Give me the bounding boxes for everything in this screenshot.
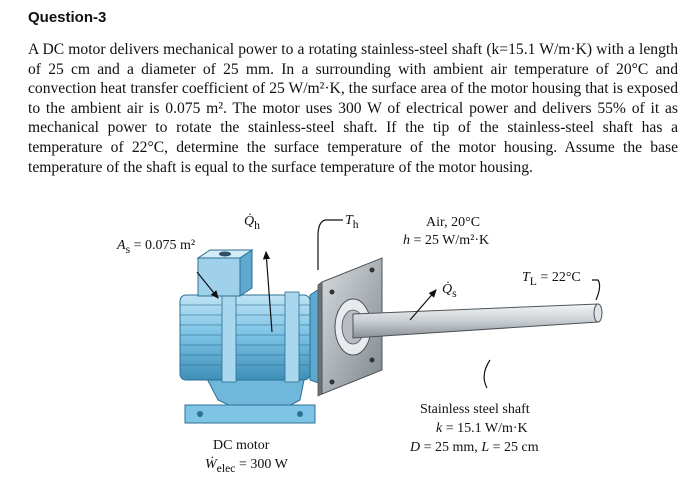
motor-housing [180,285,325,385]
motor-label: DC motor [213,438,270,453]
area-subscript: s [125,242,131,256]
air-label: Air, 20°C [426,215,481,230]
shaft-title: Stainless steel shaft [420,402,530,417]
motor-figure [0,200,700,495]
area-symbol: A [117,238,126,253]
stainless-shaft [353,304,602,338]
qh-subscript: h [254,218,260,232]
tl-value: = 22°C [536,270,581,285]
qs-symbol: Q̇ [442,282,453,297]
qs-label [442,282,457,302]
k-value: = 15.1 W/m·K [442,421,528,436]
k-symbol: k [436,421,443,436]
h-symbol: h [403,233,410,248]
d-symbol: D [410,440,421,455]
welec-label [205,457,288,477]
th-symbol: T [345,213,353,228]
tl-symbol: T [522,270,530,285]
question-heading: Question-3 [28,9,107,26]
h-value: = 25 W/m²·K [410,233,490,248]
dimensions-label [410,440,539,456]
question-text: A DC motor delivers mechanical power to a rotating stainless-steel shaft (k=15.1 W/m·K) with a length of 25 cm and a diameter of 25 mm. In a surrounding with ambient air temperature of 20°C and convection heat transfer coefficient of 25 W/m²·K, the surface area of the motor housing that is exposed to the ambient air is 0.075 m². The motor uses 300 W of electrical power and delivers 55% of it as mechanical power to rotate the stainless-steel shaft. If the tip of the stainless-steel shaft has a temperature of 22°C, determine the surface temperature of the motor housing. Assume the base temperature of the shaft is equal to the surface temperature of the motor housing. [28,41,678,176]
qh-symbol: Q̇ [244,214,255,229]
welec-subscript: elec [216,461,236,475]
tl-subscript: L [529,274,537,288]
motor-drawing [0,200,700,495]
tl-label [522,270,581,290]
h-label [403,233,489,249]
welec-value: = 300 W [235,457,288,472]
k-label [436,421,528,437]
area-label [117,238,195,258]
d-value: = 25 mm, [420,440,482,455]
area-value: = 0.075 m² [130,238,196,253]
terminal-box [198,250,252,296]
qh-label [244,214,260,234]
th-label [345,213,359,233]
th-subscript: h [352,217,359,231]
welec-symbol: Ẇ [205,457,217,472]
l-value: = 25 cm [489,440,539,455]
l-symbol: L [481,440,490,455]
qs-subscript: s [452,286,457,300]
